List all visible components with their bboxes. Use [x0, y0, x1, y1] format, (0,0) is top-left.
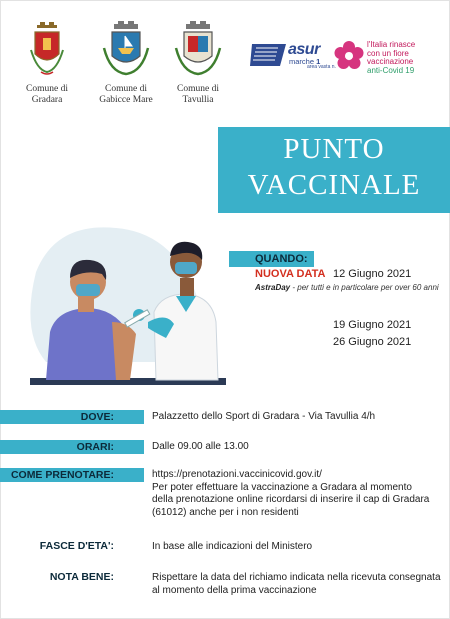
dove-label: DOVE: — [0, 410, 144, 424]
prenotare-label: COME PRENOTARE: — [0, 468, 144, 482]
coat-of-arms-icon — [172, 20, 224, 80]
municipality-3-line1: Comune di — [177, 84, 219, 94]
orari-label: ORARI: — [0, 440, 144, 454]
fasce-label: FASCE D'ETA': — [39, 540, 114, 552]
asur-number: 1 — [316, 57, 321, 66]
coat-of-arms-icon — [27, 20, 67, 80]
date-3: 26 Giugno 2021 — [333, 336, 412, 348]
astraday-name: AstraDay — [255, 283, 291, 292]
municipality-2-line1: Comune di — [105, 84, 147, 94]
title-line1 — [218, 133, 450, 166]
nota-value: Rispettare la data del richiamo indicata nella ricevuta consegnata al momento della prima vaccinazione — [152, 572, 441, 596]
when-label: QUANDO: — [229, 251, 314, 267]
dove-value: Palazzetto dello Sport di Gradara - Via Tavullia 4/h — [152, 411, 376, 422]
primula-flower-icon — [333, 40, 365, 72]
municipality-1-line1: Comune di — [26, 84, 68, 94]
date-2: 19 Giugno 2021 — [333, 319, 412, 331]
crest-gabicce-mare — [94, 20, 158, 106]
campaign-line1: l'Italia rinasce — [367, 40, 416, 49]
prenotare-text: Per poter effettuare la vaccinazione a Gradara al momento della prenotazione online ricordarsi di inserire il cap di Gradara (61012) anche per i non residenti — [152, 481, 430, 518]
municipality-3-line2: Tavullia — [182, 95, 214, 105]
vaccination-illustration — [16, 212, 241, 392]
asur-region-label: marche — [289, 57, 315, 66]
prenotazioni-link[interactable]: https://prenotazioni.vaccinicovid.gov.it/ — [152, 469, 322, 480]
title-word1: PUNTO — [283, 133, 385, 165]
new-date-label: NUOVA DATA — [255, 268, 326, 280]
asur-area: area vasta n. — [307, 64, 336, 70]
fasce-value: In base alle indicazioni del Ministero — [152, 541, 313, 552]
title-word2: VACCINALE — [247, 169, 421, 201]
campaign-line4: anti-Covid 19 — [367, 65, 415, 75]
astraday-text: - per tutti e in particolare per over 60 anni — [290, 283, 439, 292]
title-line2 — [218, 169, 450, 202]
nota-label: NOTA BENE: — [49, 571, 114, 583]
campaign-line2: con un fiore — [367, 48, 409, 58]
title-banner — [218, 127, 450, 213]
crest-gradara — [15, 20, 79, 106]
campaign-line3: vaccinazione — [367, 57, 414, 66]
crest-tavullia — [166, 20, 230, 106]
prenotare-value — [152, 469, 442, 519]
astraday-note — [255, 283, 439, 292]
municipality-2-line2: Gabicce Mare — [99, 95, 153, 105]
coat-of-arms-icon — [100, 20, 152, 80]
orari-value: Dalle 09.00 alle 13.00 — [152, 441, 249, 452]
campaign-logo-text — [367, 41, 415, 75]
asur-name: asur — [288, 41, 320, 58]
date-1: 12 Giugno 2021 — [333, 268, 412, 280]
municipality-1-line2: Gradara — [31, 95, 63, 105]
